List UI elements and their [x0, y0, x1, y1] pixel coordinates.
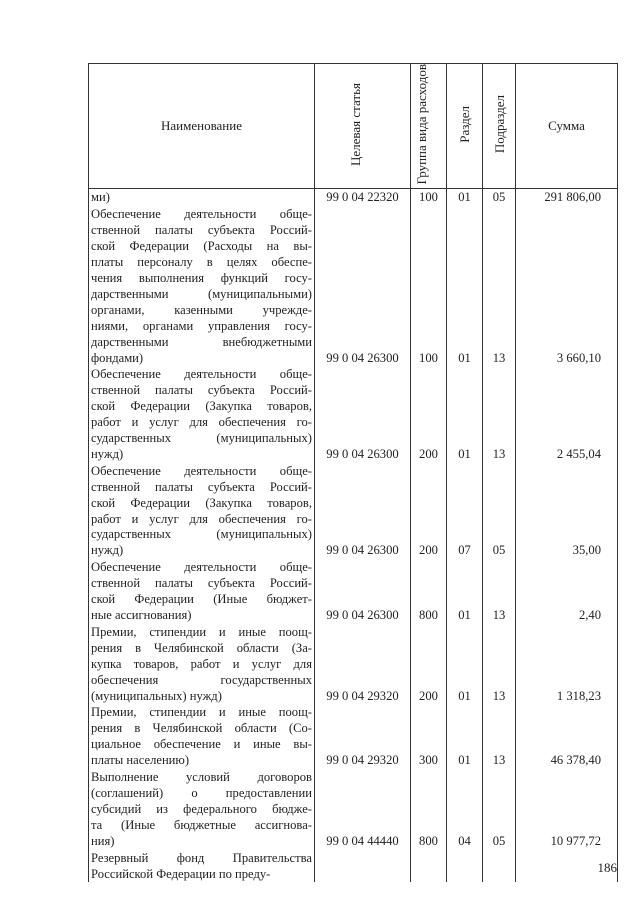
name-line: рения в Челябинской области (Со- — [91, 721, 312, 736]
cell-target-article: 99 0 04 22320 — [315, 189, 411, 206]
table-row — [89, 624, 618, 705]
name-line: Обеспечение деятельности обще- — [91, 207, 312, 222]
header-subsection: Подраздел — [483, 64, 516, 189]
header-name: Наименование — [89, 64, 315, 189]
cell-expense-group — [411, 850, 447, 883]
table-body — [89, 189, 618, 882]
cell-name — [89, 366, 315, 462]
name-line: ской Федерации (Иные бюджет- — [91, 592, 312, 607]
name-line: ственной палаты субъекта Россий- — [91, 576, 312, 591]
name-line: (муниципальных) нужд) — [91, 688, 222, 703]
cell-subsection: 13 — [483, 559, 516, 624]
cell-target-article: 99 0 04 44440 — [315, 769, 411, 850]
cell-amount: 35,00 — [516, 463, 618, 559]
name-line: ской Федерации (Закупка товаров, — [91, 399, 312, 414]
name-line: Выполнение условий договоров — [91, 770, 312, 785]
cell-section: 01 — [447, 206, 483, 366]
name-line: обеспечения государственных — [91, 672, 312, 687]
name-line: дарственными (муниципальными) — [91, 286, 312, 301]
table-row — [89, 366, 618, 462]
table-row — [89, 769, 618, 850]
cell-section — [447, 850, 483, 883]
cell-target-article: 99 0 04 26300 — [315, 206, 411, 366]
cell-subsection: 13 — [483, 206, 516, 366]
cell-expense-group: 100 — [411, 206, 447, 366]
header-amount: Сумма — [516, 64, 618, 189]
name-line: купка товаров, работ и услуг для — [91, 656, 312, 671]
name-line: платы населению) — [91, 753, 190, 768]
cell-section: 07 — [447, 463, 483, 559]
name-line: ния) — [91, 833, 115, 848]
budget-table-container — [88, 63, 617, 882]
cell-subsection: 13 — [483, 624, 516, 705]
cell-amount: 3 660,10 — [516, 206, 618, 366]
cell-subsection: 05 — [483, 189, 516, 206]
name-line: сударственных (муниципальных) — [91, 431, 312, 446]
name-line: органами, казенными учрежде- — [91, 302, 312, 317]
table-row — [89, 559, 618, 624]
cell-expense-group: 800 — [411, 769, 447, 850]
cell-amount: 2 455,04 — [516, 366, 618, 462]
table-row — [89, 463, 618, 559]
name-line: ные ассигнования) — [91, 608, 192, 623]
cell-section: 01 — [447, 624, 483, 705]
cell-amount: 46 378,40 — [516, 704, 618, 769]
cell-name — [89, 206, 315, 366]
table-row — [89, 206, 618, 366]
cell-expense-group: 800 — [411, 559, 447, 624]
cell-subsection: 13 — [483, 704, 516, 769]
table-row — [89, 850, 618, 883]
name-line: нужд) — [91, 446, 124, 461]
name-line: Премии, стипендии и иные поощ- — [91, 705, 312, 720]
name-line: дарственными внебюджетными — [91, 334, 312, 349]
name-line: ственной палаты субъекта Россий- — [91, 383, 312, 398]
cell-target-article: 99 0 04 26300 — [315, 463, 411, 559]
cell-name — [89, 463, 315, 559]
cell-name — [89, 704, 315, 769]
name-line: работ и услуг для обеспечения го- — [91, 415, 312, 430]
cell-target-article: 99 0 04 26300 — [315, 559, 411, 624]
name-line: ственной палаты субъекта Россий- — [91, 479, 312, 494]
name-line: ственной палаты субъекта Россий- — [91, 223, 312, 238]
name-line: Обеспечение деятельности обще- — [91, 463, 312, 478]
name-line: Премии, стипендии и иные поощ- — [91, 624, 312, 639]
name-line: субсидий из федерального бюдже- — [91, 801, 312, 816]
name-line: сударственных (муниципальных) — [91, 527, 312, 542]
table-row — [89, 704, 618, 769]
cell-subsection: 13 — [483, 366, 516, 462]
cell-name — [89, 624, 315, 705]
name-line: Обеспечение деятельности обще- — [91, 560, 312, 575]
table-row — [89, 189, 618, 206]
header-expense-group: Группа вида расходов — [411, 64, 447, 189]
name-line: Российской Федерации по преду- — [91, 866, 271, 881]
name-line: (соглашений) о предоставлении — [91, 785, 312, 800]
name-line: ниями, органами управления госу- — [91, 318, 312, 333]
name-line: та (Иные бюджетные ассигнова- — [91, 817, 312, 832]
cell-target-article: 99 0 04 26300 — [315, 366, 411, 462]
cell-expense-group: 200 — [411, 463, 447, 559]
cell-name — [89, 850, 315, 883]
cell-name — [89, 559, 315, 624]
cell-section: 01 — [447, 366, 483, 462]
name-line: ской Федерации (Закупка товаров, — [91, 495, 312, 510]
name-line: рения в Челябинской области (За- — [91, 640, 312, 655]
name-line: ми) — [91, 190, 110, 205]
cell-target-article: 99 0 04 29320 — [315, 624, 411, 705]
cell-amount: 291 806,00 — [516, 189, 618, 206]
table-header-row — [89, 64, 618, 189]
name-line: работ и услуг для обеспечения го- — [91, 511, 312, 526]
cell-subsection: 05 — [483, 463, 516, 559]
cell-amount: 2,40 — [516, 559, 618, 624]
cell-target-article: 99 0 04 29320 — [315, 704, 411, 769]
name-line: нужд) — [91, 543, 124, 558]
cell-expense-group: 100 — [411, 189, 447, 206]
cell-expense-group: 300 — [411, 704, 447, 769]
cell-section: 04 — [447, 769, 483, 850]
cell-subsection: 05 — [483, 769, 516, 850]
cell-name — [89, 189, 315, 206]
cell-expense-group: 200 — [411, 624, 447, 705]
cell-expense-group: 200 — [411, 366, 447, 462]
name-line: Резервный фонд Правительства — [91, 850, 312, 865]
name-line: чения выполнения функций госу- — [91, 270, 312, 285]
cell-target-article — [315, 850, 411, 883]
name-line: платы персоналу в целях обеспе- — [91, 255, 312, 270]
cell-section: 01 — [447, 559, 483, 624]
header-section: Раздел — [447, 64, 483, 189]
name-line: ской Федерации (Расходы на вы- — [91, 239, 312, 254]
cell-section: 01 — [447, 704, 483, 769]
cell-section: 01 — [447, 189, 483, 206]
name-line: циальное обеспечение и иные вы- — [91, 737, 312, 752]
header-target-article: Целевая статья — [315, 64, 411, 189]
cell-name — [89, 769, 315, 850]
cell-subsection — [483, 850, 516, 883]
cell-amount: 10 977,72 — [516, 769, 618, 850]
page-number: 186 — [597, 860, 617, 875]
budget-table — [88, 63, 618, 882]
name-line: Обеспечение деятельности обще- — [91, 367, 312, 382]
name-line: фондами) — [91, 350, 144, 365]
cell-amount: 1 318,23 — [516, 624, 618, 705]
